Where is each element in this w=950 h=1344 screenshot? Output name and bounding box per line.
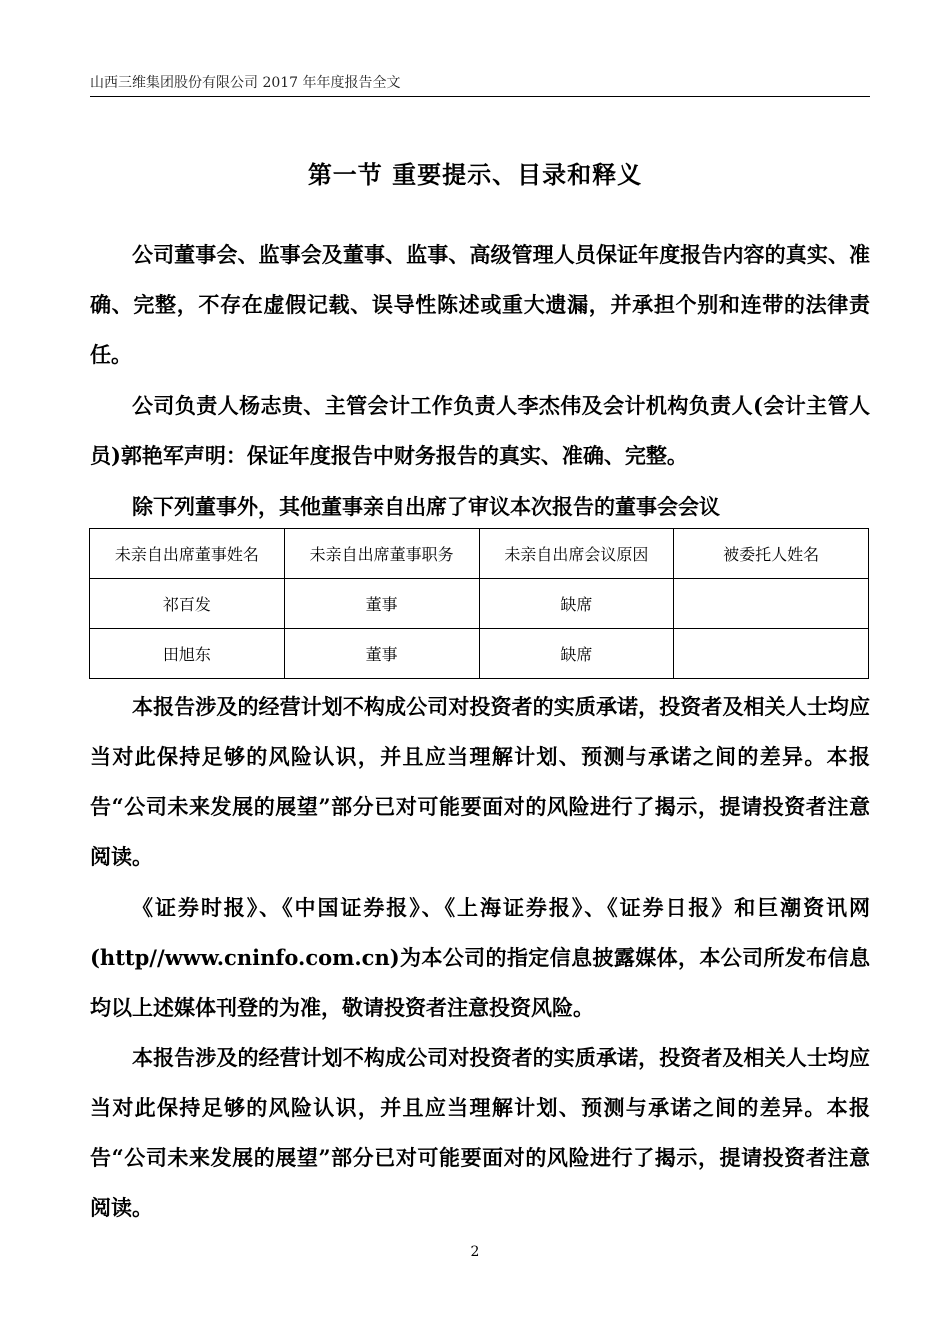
table-cell: 祁百发	[90, 579, 285, 629]
table-cell: 缺席	[479, 629, 674, 679]
table-cell: 董事	[284, 629, 479, 679]
paragraph-disclosure-media: 《证券时报》、《中国证券报》、《上海证券报》、《证券日报》和巨潮资讯网(http//www.cninfo.com.cn)为本公司的指定信息披露媒体，本公司所发布信息均以上述媒体刊登的为准，敬请投资者注意投资风险。	[90, 895, 870, 1020]
table-row	[90, 579, 869, 629]
table-row	[90, 629, 869, 679]
table-header-cell: 被委托人姓名	[674, 529, 869, 579]
running-header: 山西三维集团股份有限公司 2017 年年度报告全文	[90, 75, 401, 91]
paragraph-risk-notice-repeat: 本报告涉及的经营计划不构成公司对投资者的实质承诺，投资者及相关人士均应当对此保持足够的风险认识，并且应当理解计划、预测与承诺之间的差异。本报告“公司未来发展的展望”部分已对可能要面对的风险进行了揭示，提请投资者注意阅读。	[90, 1045, 870, 1220]
table-header-cell: 未亲自出席董事职务	[284, 529, 479, 579]
paragraph-board-guarantee: 公司董事会、监事会及董事、监事、高级管理人员保证年度报告内容的真实、准确、完整，不存在虚假记载、误导性陈述或重大遗漏，并承担个别和连带的法律责任。	[90, 242, 870, 367]
paragraph-responsible-persons: 公司负责人杨志贵、主管会计工作负责人李杰伟及会计机构负责人(会计主管人员)郭艳军声明：保证年度报告中财务报告的真实、准确、完整。	[90, 393, 870, 468]
paragraph-risk-notice: 本报告涉及的经营计划不构成公司对投资者的实质承诺，投资者及相关人士均应当对此保持足够的风险认识，并且应当理解计划、预测与承诺之间的差异。本报告“公司未来发展的展望”部分已对可能要面对的风险进行了揭示，提请投资者注意阅读。	[90, 694, 870, 869]
table-cell: 缺席	[479, 579, 674, 629]
page-number: 2	[470, 1244, 480, 1260]
table-cell: 田旭东	[90, 629, 285, 679]
header-divider	[90, 96, 870, 97]
table-header-row	[90, 529, 869, 579]
table-cell	[674, 579, 869, 629]
table-header-cell: 未亲自出席董事姓名	[90, 529, 285, 579]
absent-directors-table	[89, 528, 869, 679]
table-header-cell: 未亲自出席会议原因	[479, 529, 674, 579]
table-cell	[674, 629, 869, 679]
section-title: 第一节 重要提示、目录和释义	[307, 160, 643, 189]
paragraph-attendance: 除下列董事外，其他董事亲自出席了审议本次报告的董事会会议	[132, 494, 720, 519]
table-cell: 董事	[284, 579, 479, 629]
